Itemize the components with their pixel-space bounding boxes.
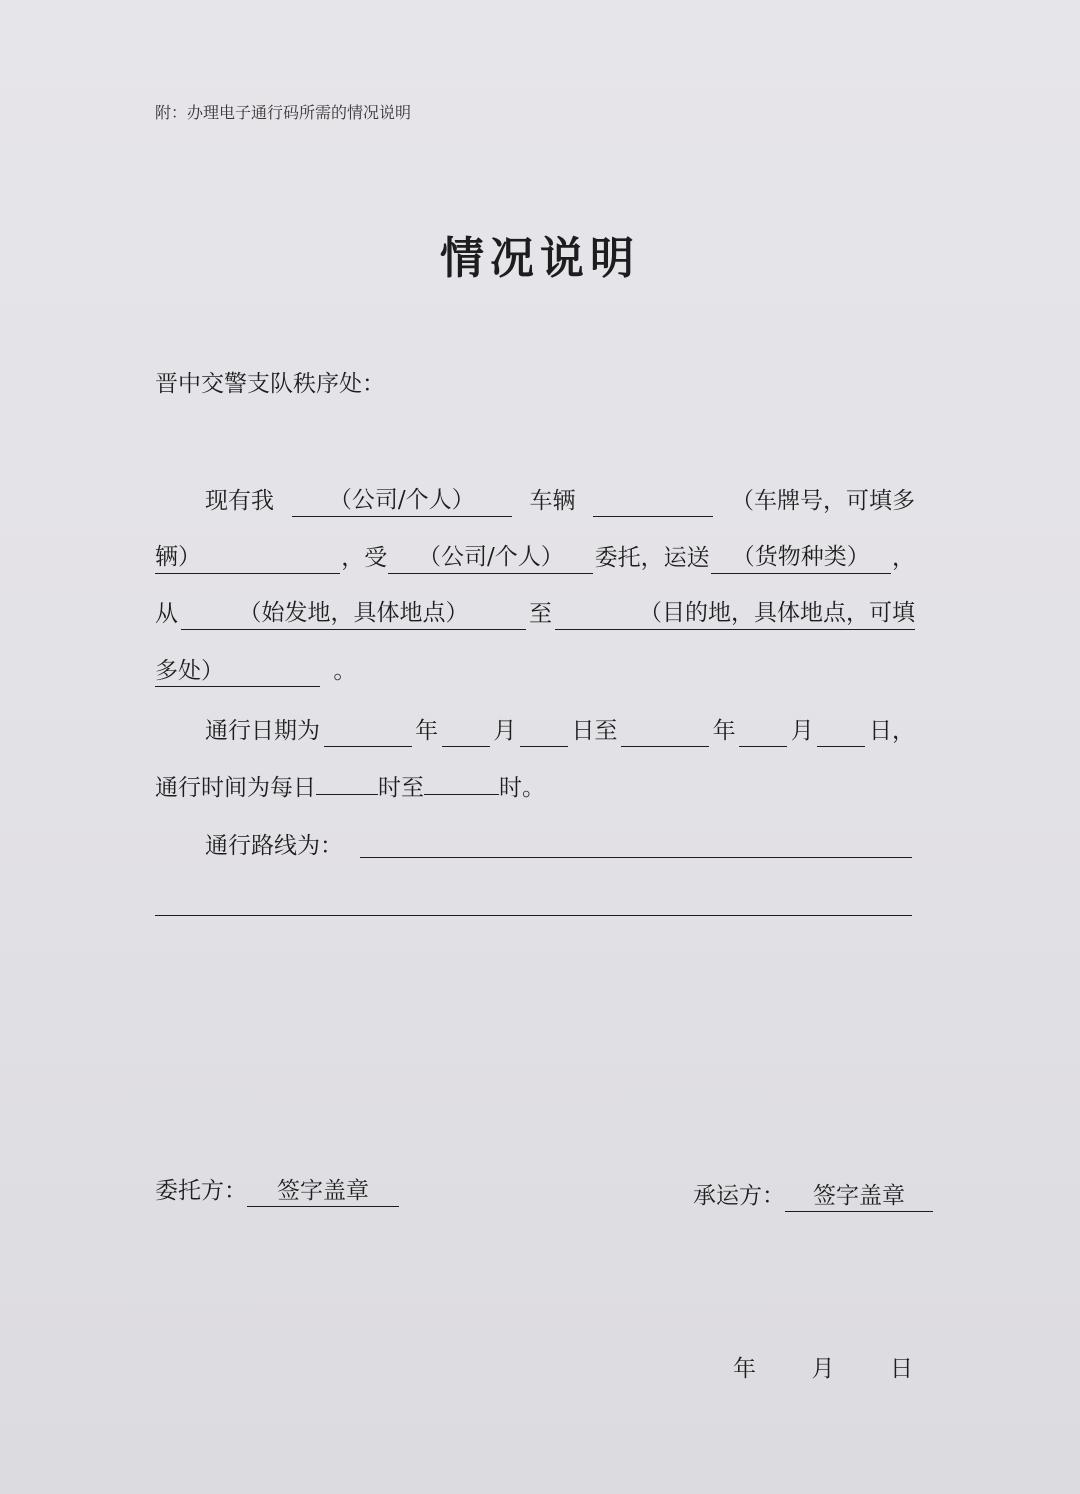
date-line bbox=[205, 715, 915, 747]
route-label: 通行路线为： bbox=[205, 833, 343, 859]
time-prefix: 通行时间为每日 bbox=[155, 775, 316, 801]
plate-hint: （车牌号，可填多 bbox=[731, 488, 915, 514]
text-entrusted: ，受 bbox=[341, 545, 388, 571]
text-period: 。 bbox=[333, 658, 357, 684]
client-company-blank: （公司/个人） bbox=[388, 542, 593, 574]
day-to-label: 日至 bbox=[571, 718, 618, 744]
paragraph-line-3 bbox=[155, 598, 915, 630]
year-start-blank bbox=[324, 715, 412, 747]
document-title: 情况说明 bbox=[440, 233, 640, 284]
year-end-blank bbox=[621, 715, 709, 747]
paragraph-line-1 bbox=[205, 485, 915, 517]
footer-year: 年 bbox=[733, 1356, 756, 1382]
month-end-blank bbox=[739, 715, 787, 747]
text-transport: 委托，运送 bbox=[594, 545, 710, 571]
month-end-label: 月 bbox=[790, 718, 814, 744]
hour-to-label: 时至 bbox=[378, 775, 424, 801]
day-end-blank bbox=[817, 715, 865, 747]
paragraph-line-4 bbox=[155, 655, 915, 687]
footer-day: 日 bbox=[890, 1356, 913, 1382]
destination-blank: （目的地，具体地点，可填 bbox=[555, 598, 915, 630]
origin-blank: （始发地，具体地点） bbox=[181, 598, 526, 630]
footer-month: 月 bbox=[811, 1356, 835, 1382]
hour-end-blank bbox=[424, 794, 499, 795]
route-rule-1 bbox=[360, 857, 912, 858]
month-label: 月 bbox=[493, 718, 517, 744]
year-label: 年 bbox=[415, 718, 439, 744]
attachment-note: 附：办理电子通行码所需的情况说明 bbox=[155, 103, 412, 122]
day-start-blank bbox=[520, 715, 568, 747]
text-to: 至 bbox=[529, 601, 552, 627]
plate-blank-cont: 辆） bbox=[155, 542, 340, 574]
text-comma: ， bbox=[891, 545, 915, 571]
text-from: 从 bbox=[155, 601, 178, 627]
destination-blank-cont: 多处） bbox=[155, 656, 320, 687]
text-vehicle: 车辆 bbox=[529, 488, 576, 514]
month-start-blank bbox=[442, 715, 490, 747]
route-rule-2 bbox=[155, 915, 912, 916]
footer-date bbox=[733, 1350, 913, 1383]
plate-blank bbox=[593, 485, 713, 517]
client-label: 委托方： bbox=[155, 1178, 247, 1204]
carrier-signature-blank: 签字盖章 bbox=[785, 1181, 933, 1212]
hour-start-blank bbox=[316, 794, 378, 795]
carrier-signature bbox=[693, 1177, 933, 1212]
day-end-label: 日， bbox=[868, 718, 915, 744]
addressee: 晋中交警支队秩序处： bbox=[155, 371, 385, 397]
client-signature-blank: 签字盖章 bbox=[247, 1176, 399, 1207]
hour-end-label: 时。 bbox=[499, 775, 545, 801]
date-prefix: 通行日期为 bbox=[205, 718, 320, 744]
paragraph-line-2 bbox=[155, 542, 915, 574]
cargo-blank: （货物种类） bbox=[711, 542, 891, 574]
text-current: 现有我 bbox=[205, 488, 274, 514]
year-end-label: 年 bbox=[712, 718, 736, 744]
client-signature bbox=[155, 1172, 399, 1207]
company-blank: （公司/个人） bbox=[292, 485, 512, 517]
carrier-label: 承运方： bbox=[693, 1183, 785, 1209]
time-line bbox=[155, 772, 915, 804]
